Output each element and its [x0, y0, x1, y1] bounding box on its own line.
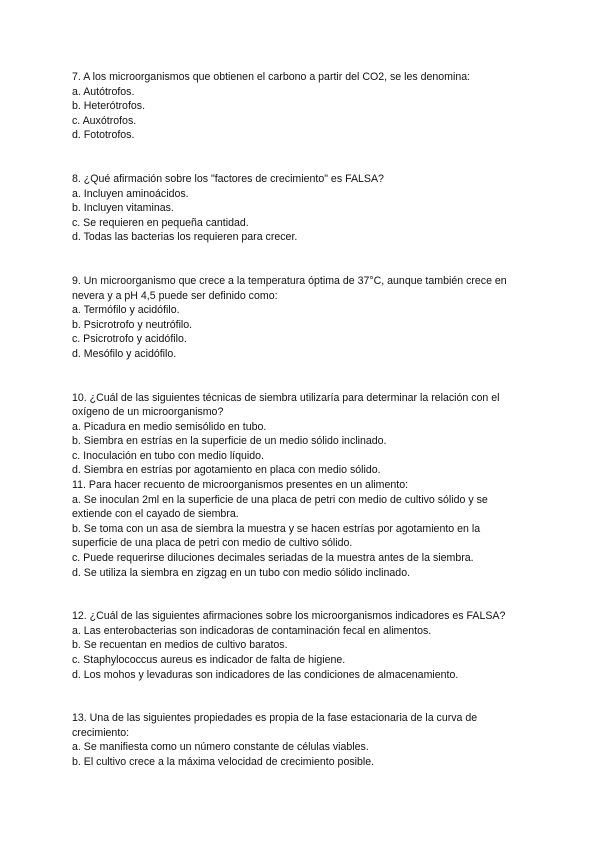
- question-text-line: oxígeno de un microorganismo?: [72, 406, 224, 419]
- option-c: c. Inoculación en tubo con medio líquido.: [72, 449, 264, 462]
- question-7: [72, 70, 532, 143]
- option-a-line: extiende con el cayado de siembra.: [72, 508, 239, 521]
- option-a-line: a. Se inoculan 2ml en la superficie de una placa de petri con medio de cultivo sólido y se: [72, 493, 488, 506]
- question-text: 11. Para hacer recuento de microorganismos presentes en un alimento:: [72, 479, 409, 492]
- option-b: b. Incluyen vitaminas.: [72, 202, 174, 215]
- question-10: [72, 391, 532, 479]
- option-c: c. Staphylococcus aureus es indicador de falta de higiene.: [72, 654, 346, 666]
- option-d: d. Siembra en estrías por agotamiento en placa con medio sólido.: [72, 464, 381, 477]
- question-text-line: 13. Una de las siguientes propiedades es propia de la fase estacionaria de la curva de: [72, 712, 478, 725]
- option-d: d. Todas las bacterias los requieren para crecer.: [72, 231, 298, 244]
- option-b: b. Siembra en estrías en la superficie de un medio sólido inclinado.: [72, 435, 387, 448]
- question-11: [72, 478, 532, 580]
- option-d: d. Fototrofos.: [72, 129, 135, 142]
- option-a: a. Incluyen aminoácidos.: [72, 187, 189, 200]
- option-c: c. Psicrotrofo y acidófilo.: [72, 333, 187, 346]
- option-c: c. Puede requerirse diluciones decimales seriadas de la muestra antes de la siembra.: [72, 552, 474, 565]
- option-c: c. Se requieren en pequeña cantidad.: [72, 216, 249, 229]
- option-a: a. Las enterobacterias son indicadoras de contaminación fecal en alimentos.: [72, 624, 432, 637]
- option-d: d. Los mohos y levaduras son indicadores de las condiciones de almacenamiento.: [72, 668, 459, 681]
- option-a: a. Termófilo y acidófilo.: [72, 304, 180, 317]
- question-9: [72, 274, 532, 362]
- question-text: 12. ¿Cuál de las siguientes afirmaciones sobre los microorganismos indicadores es FALSA?: [72, 610, 506, 623]
- question-text-line: crecimiento:: [72, 726, 130, 739]
- question-text-line: nevera y a pH 4,5 puede ser definido como:: [72, 289, 278, 302]
- option-d: d. Se utiliza la siembra en zigzag en un tubo con medio sólido inclinado.: [72, 566, 411, 579]
- option-b: b. Heterótrofos.: [72, 100, 146, 113]
- question-13: [72, 711, 532, 769]
- option-b: b. Psicrotrofo y neutrófilo.: [72, 318, 193, 331]
- question-text: 7. A los microorganismos que obtienen el carbono a partir del CO2, se les denomina:: [72, 71, 471, 83]
- question-12: [72, 609, 532, 682]
- option-d: d. Mesófilo y acidófilo.: [72, 347, 177, 360]
- option-a: a. Autótrofos.: [72, 85, 135, 98]
- exam-page: [72, 70, 532, 770]
- option-b-line: superficie de una placa de petri con medio de cultivo sólido.: [72, 537, 353, 550]
- option-a: a. Se manifiesta como un número constante de células viables.: [72, 741, 369, 754]
- option-a: a. Picadura en medio semisólido en tubo.: [72, 420, 267, 433]
- question-8: [72, 172, 532, 245]
- option-b: b. Se recuentan en medios de cultivo baratos.: [72, 639, 288, 652]
- question-text-line: 10. ¿Cuál de las siguientes técnicas de siembra utilizaría para determinar la relación con el: [72, 391, 500, 404]
- option-b-line: b. Se toma con un asa de siembra la muestra y se hacen estrías por agotamiento en la: [72, 522, 481, 535]
- option-b: b. El cultivo crece a la máxima velocidad de crecimiento posible.: [72, 755, 375, 768]
- question-text: 8. ¿Qué afirmación sobre los "factores de crecimiento" es FALSA?: [72, 172, 384, 185]
- option-c: c. Auxótrofos.: [72, 114, 137, 127]
- question-text-line: 9. Un microorganismo que crece a la temperatura óptima de 37°C, aunque también crece en: [72, 274, 507, 287]
